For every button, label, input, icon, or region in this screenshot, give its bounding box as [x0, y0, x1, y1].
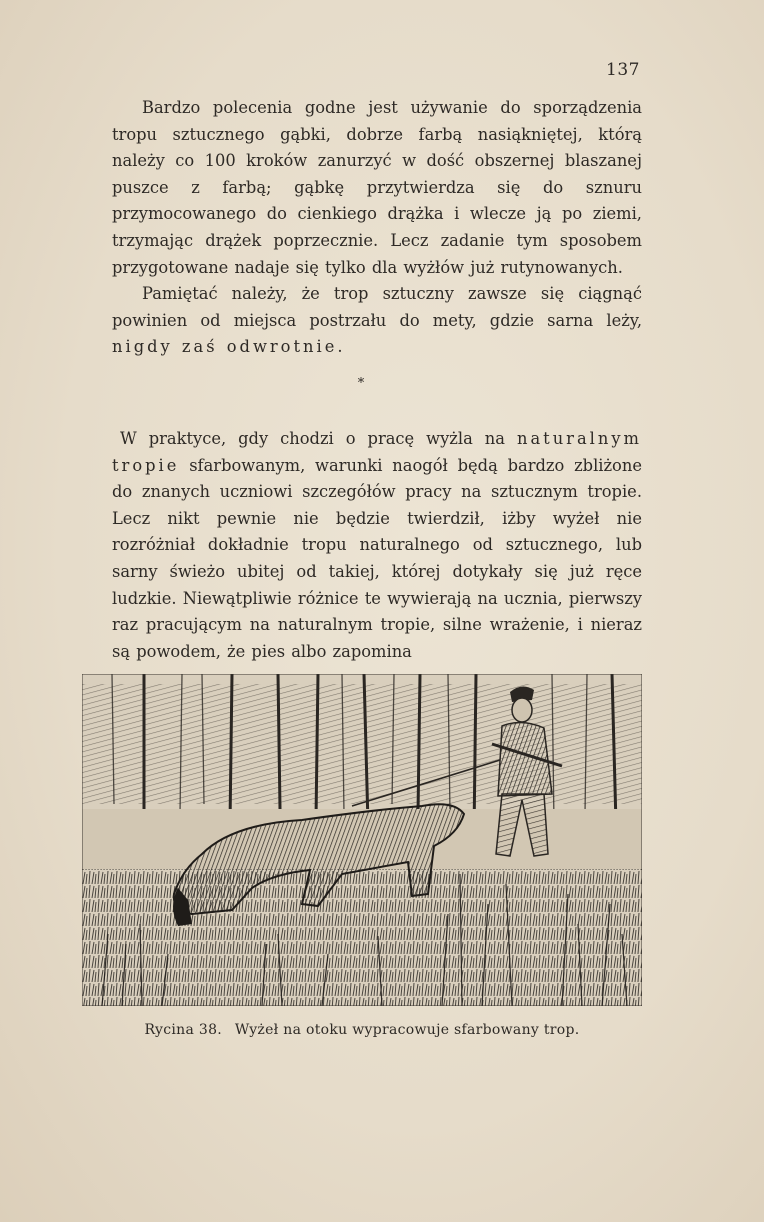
section-separator: *	[357, 376, 365, 391]
figure-label: Rycina 38.	[144, 1022, 223, 1038]
paragraph-trop-kierunek-text: Pamiętać należy, że trop sztuczny zawsze się ciągnąć powinien od miejsca postrzału do mety, gdzie sarna leży,	[112, 284, 642, 330]
engraving-illustration	[82, 674, 642, 1006]
page-number: 137	[606, 60, 640, 80]
emphasis-naturalny-trop: naturalnym tropie	[112, 429, 642, 475]
paragraph-naturalny-trop	[112, 426, 642, 665]
paragraph-gabka: Bardzo polecenia godne jest używanie do sporządzenia tropu sztucznego gąbki, dobrze farbą nasiąkniętej, którą należy co 100 kroków zanurzyć w dość obszernej blaszanej puszce z farbą; gąbkę przytwierdza się do sznuru przymocowanego do cienkiego drążka i wlecze ją po ziemi, trzymając drążek poprzecznie. Lecz zadanie tym sposobem przygotowane nadaje się tylko dla wyżłów już rutynowanych.	[112, 98, 642, 277]
illustration-hunter-pointer-dog	[82, 674, 642, 1006]
upper-text-block	[112, 95, 642, 361]
paragraph-naturalny-trop-rest: sfarbowanym, warunki naogół będą bardzo zbliżone do znanych uczniowi szczegółów pracy na sztucznym tropie. Lecz nikt pewnie nie będzie twierdził, iżby wyżeł nie rozróżniał dokładnie tropu naturalnego od sztucznego, lub sarny świeżo ubitej od takiej, której dotykały się już ręce ludzkie. Niewątpliwie różnice te wywierają na ucznia, pierwszy raz pracującym na naturalnym tropie, silne wrażenie, i nieraz są powodem, że pies albo zapomina	[112, 455, 642, 661]
figure-caption	[82, 1022, 642, 1038]
emphasis-nigdy-odwrotnie: nigdy zaś odwrotnie.	[112, 337, 346, 357]
paragraph-trop-kierunek	[112, 281, 642, 361]
figure-caption-text: Wyżeł na otoku wypracowuje sfarbowany trop.	[234, 1022, 580, 1038]
lower-text-block	[112, 426, 642, 665]
paragraph-naturalny-trop-start: W praktyce, gdy chodzi o pracę wyżla na	[120, 429, 505, 448]
